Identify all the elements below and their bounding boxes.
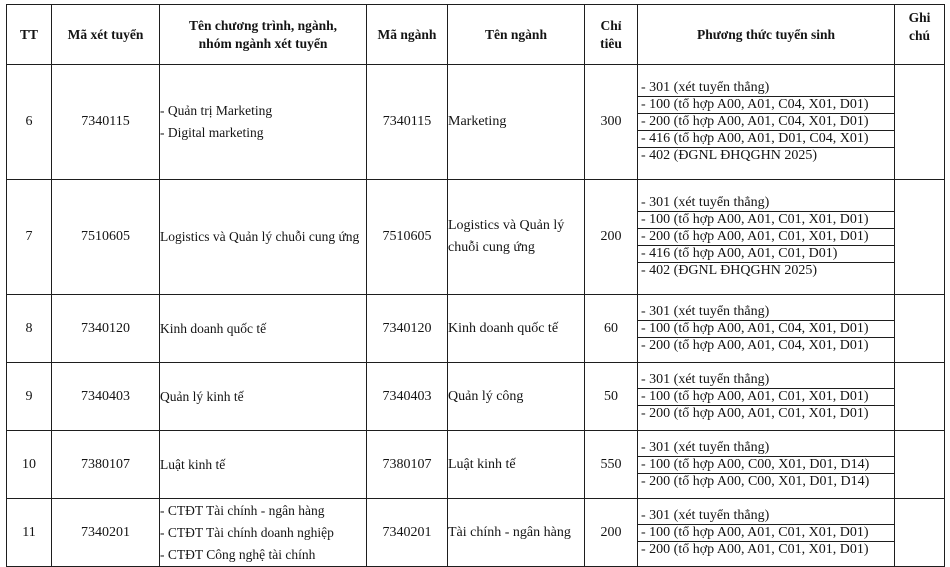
method-list <box>638 508 894 558</box>
method-item: - 200 (tổ hợp A00, A01, C04, X01, D01) <box>638 114 894 131</box>
cell-ghi-chu <box>895 65 945 180</box>
method-item: - 200 (tổ hợp A00, A01, C01, X01, D01) <box>638 229 894 246</box>
header-tt: TT <box>7 5 52 65</box>
cell-tt: 8 <box>7 295 52 363</box>
cell-chi-tieu: 50 <box>585 363 638 431</box>
header-ghi-chu: Ghi chú <box>895 5 945 65</box>
cell-tt: 6 <box>7 65 52 180</box>
header-ma-xet-tuyen: Mã xét tuyển <box>52 5 160 65</box>
table-row <box>7 363 945 431</box>
admission-table-page <box>6 4 944 567</box>
cell-ten-nganh <box>448 363 585 431</box>
ten-nganh-line: Luật kinh tế <box>448 456 516 472</box>
cell-ten-nganh <box>448 499 585 567</box>
cell-ma-nganh: 7510605 <box>367 180 448 295</box>
cell-phuong-thuc <box>638 65 895 180</box>
ten-nganh-line: Marketing <box>448 114 507 129</box>
method-list <box>638 195 894 279</box>
method-item: - 301 (xét tuyển thẳng) <box>638 195 894 212</box>
method-item: - 301 (xét tuyển thẳng) <box>638 508 894 525</box>
program-item: - CTĐT Tài chính - ngân hàng <box>160 502 325 518</box>
method-item: - 301 (xét tuyển thẳng) <box>638 80 894 97</box>
cell-phuong-thuc <box>638 363 895 431</box>
table-row <box>7 431 945 499</box>
method-item: - 200 (tổ hợp A00, C00, X01, D01, D14) <box>641 473 870 489</box>
cell-ma-nganh: 7340115 <box>367 65 448 180</box>
cell-ghi-chu <box>895 499 945 567</box>
program-item: Quản lý kinh tế <box>160 388 244 404</box>
method-item: - 100 (tổ hợp A00, A01, C01, X01, D01) <box>638 525 894 542</box>
header-chi-tieu: Chỉ tiêu <box>585 5 638 65</box>
method-item: - 100 (tổ hợp A00, A01, C04, X01, D01) <box>638 97 894 114</box>
cell-ma-nganh: 7340403 <box>367 363 448 431</box>
cell-ma-xet-tuyen: 7510605 <box>52 180 160 295</box>
table-row <box>7 499 945 567</box>
cell-ten-chuong-trinh <box>160 65 367 180</box>
cell-ghi-chu <box>895 431 945 499</box>
program-item: - Quản trị Marketing <box>160 103 273 118</box>
cell-chi-tieu: 200 <box>585 499 638 567</box>
method-item: - 402 (ĐGNL ĐHQGHN 2025) <box>641 263 818 278</box>
cell-chi-tieu: 550 <box>585 431 638 499</box>
program-item: Luật kinh tế <box>160 456 226 472</box>
header-phuong-thuc: Phương thức tuyển sinh <box>638 5 895 65</box>
cell-ten-nganh <box>448 180 585 295</box>
cell-tt: 9 <box>7 363 52 431</box>
method-item: - 301 (xét tuyển thẳng) <box>638 440 894 457</box>
cell-ten-nganh <box>448 65 585 180</box>
table-row <box>7 65 945 180</box>
table-body <box>7 65 945 567</box>
header-ma-nganh: Mã ngành <box>367 5 448 65</box>
ten-nganh-line: Kinh doanh quốc tế <box>448 320 559 336</box>
cell-ma-xet-tuyen: 7340403 <box>52 363 160 431</box>
program-item: - Digital marketing <box>160 125 264 140</box>
cell-ten-nganh <box>448 295 585 363</box>
ten-nganh-line: chuỗi cung ứng <box>448 240 535 255</box>
cell-ten-chuong-trinh <box>160 180 367 295</box>
cell-phuong-thuc <box>638 431 895 499</box>
cell-tt: 7 <box>7 180 52 295</box>
cell-ghi-chu <box>895 180 945 295</box>
method-item: - 416 (tổ hợp A00, A01, C01, D01) <box>638 246 894 263</box>
program-item: - CTĐT Tài chính doanh nghiệp <box>160 524 334 540</box>
method-item: - 416 (tổ hợp A00, A01, D01, C04, X01) <box>638 131 894 148</box>
cell-ma-nganh: 7340120 <box>367 295 448 363</box>
program-item: Logistics và Quản lý chuỗi cung ứng <box>160 229 360 244</box>
cell-ghi-chu <box>895 295 945 363</box>
method-item: - 301 (xét tuyển thẳng) <box>638 372 894 389</box>
cell-ten-nganh <box>448 431 585 499</box>
cell-ma-xet-tuyen: 7340120 <box>52 295 160 363</box>
cell-ten-chuong-trinh <box>160 431 367 499</box>
cell-chi-tieu: 300 <box>585 65 638 180</box>
cell-ma-xet-tuyen: 7380107 <box>52 431 160 499</box>
table-header <box>7 5 945 65</box>
cell-tt: 10 <box>7 431 52 499</box>
method-list <box>638 440 894 490</box>
admission-table <box>6 4 945 567</box>
method-item: - 200 (tổ hợp A00, A01, C04, X01, D01) <box>641 337 869 353</box>
header-ten-chuong-trinh: Tên chương trình, ngành, nhóm ngành xét tuyển <box>160 5 367 65</box>
cell-ma-nganh: 7340201 <box>367 499 448 567</box>
table-row <box>7 180 945 295</box>
method-item: - 100 (tổ hợp A00, A01, C01, X01, D01) <box>638 212 894 229</box>
cell-phuong-thuc <box>638 180 895 295</box>
method-item: - 200 (tổ hợp A00, A01, C01, X01, D01) <box>641 405 869 421</box>
table-row <box>7 295 945 363</box>
method-item: - 100 (tổ hợp A00, A01, C01, X01, D01) <box>638 389 894 406</box>
program-item: Kinh doanh quốc tế <box>160 320 267 336</box>
method-item: - 100 (tổ hợp A00, A01, C04, X01, D01) <box>638 321 894 338</box>
cell-ma-xet-tuyen: 7340115 <box>52 65 160 180</box>
method-list <box>638 80 894 164</box>
cell-ten-chuong-trinh <box>160 499 367 567</box>
cell-ten-chuong-trinh <box>160 363 367 431</box>
method-list <box>638 372 894 422</box>
cell-ma-xet-tuyen: 7340201 <box>52 499 160 567</box>
cell-tt: 11 <box>7 499 52 567</box>
cell-ma-nganh: 7380107 <box>367 431 448 499</box>
cell-ghi-chu <box>895 363 945 431</box>
ten-nganh-line: Tài chính - ngân hàng <box>448 524 571 540</box>
program-item: - CTĐT Công nghệ tài chính <box>160 546 316 562</box>
cell-chi-tieu: 60 <box>585 295 638 363</box>
header-ten-nganh: Tên ngành <box>448 5 585 65</box>
ten-nganh-line: Quản lý công <box>448 388 524 404</box>
cell-chi-tieu: 200 <box>585 180 638 295</box>
method-item: - 200 (tổ hợp A00, A01, C01, X01, D01) <box>641 541 869 557</box>
method-list <box>638 304 894 354</box>
method-item: - 301 (xét tuyển thẳng) <box>638 304 894 321</box>
method-item: - 402 (ĐGNL ĐHQGHN 2025) <box>641 148 818 163</box>
method-item: - 100 (tổ hợp A00, C00, X01, D01, D14) <box>638 457 894 474</box>
ten-nganh-line: Logistics và Quản lý <box>448 218 565 233</box>
cell-ten-chuong-trinh <box>160 295 367 363</box>
cell-phuong-thuc <box>638 499 895 567</box>
cell-phuong-thuc <box>638 295 895 363</box>
